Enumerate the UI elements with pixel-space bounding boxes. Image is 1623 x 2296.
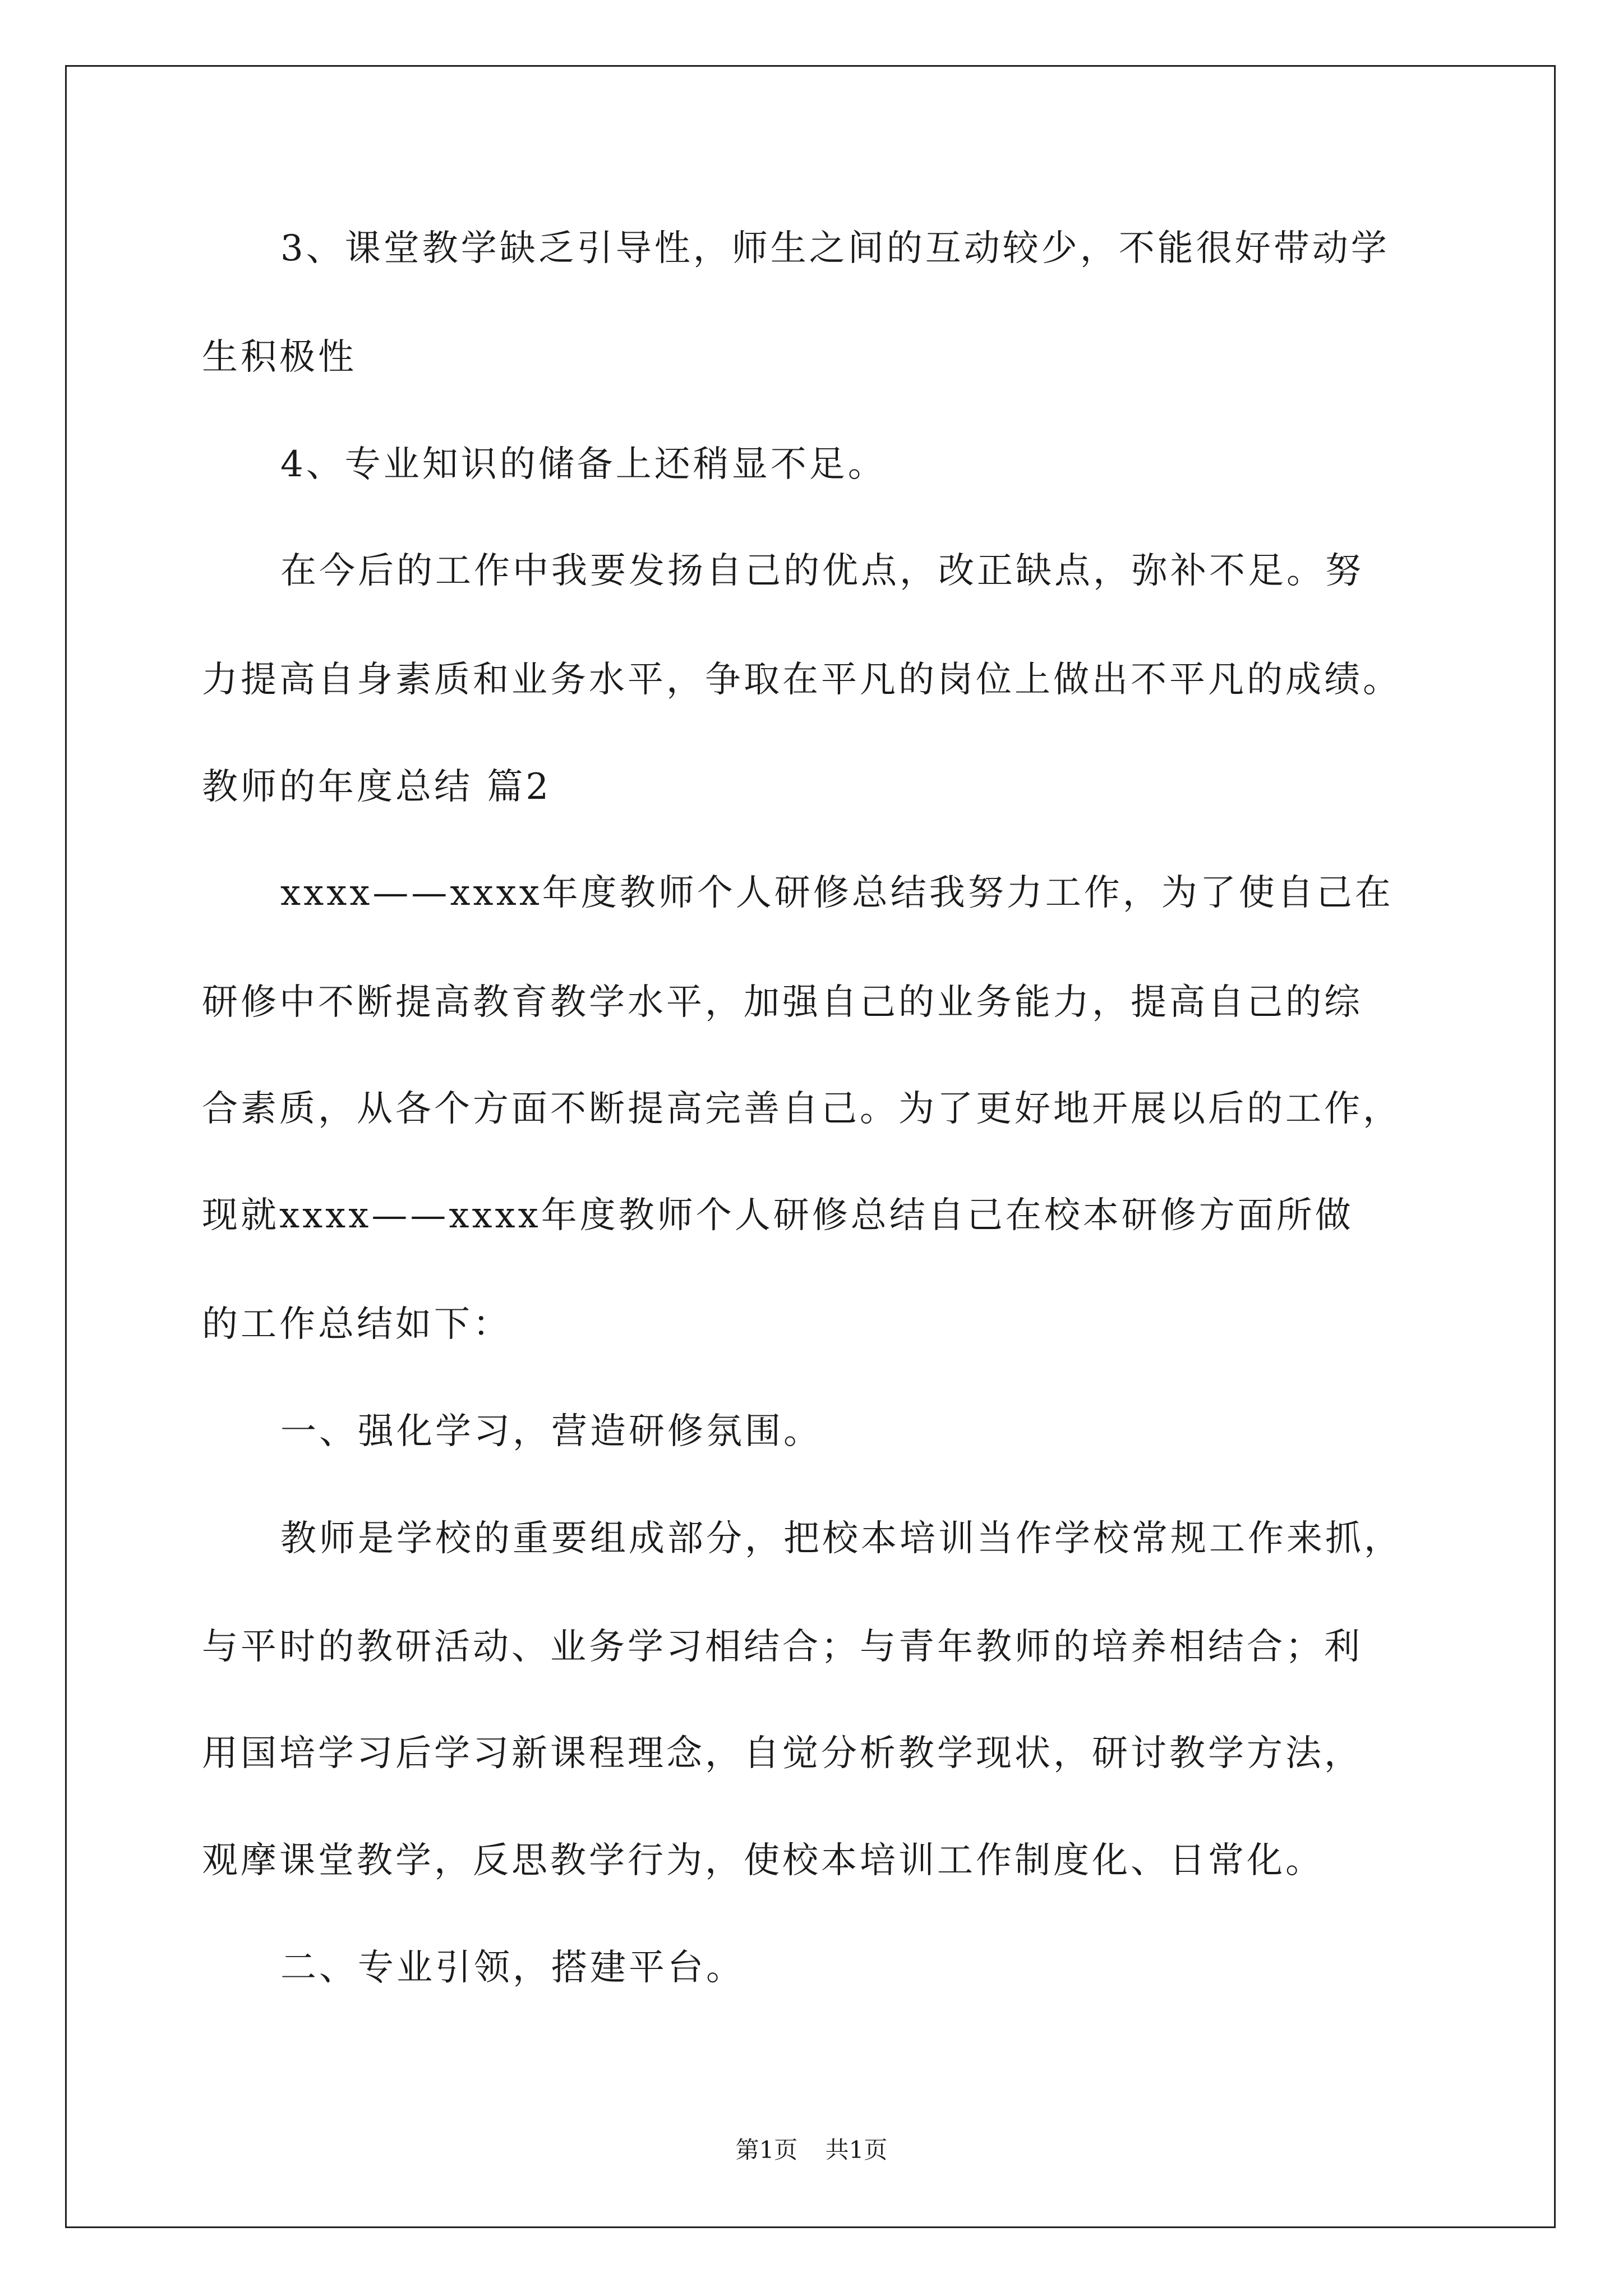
paragraph-line: 4、专业知识的储备上还稍显不足。: [280, 444, 887, 485]
section-heading: 教师的年度总结 篇2: [202, 766, 552, 808]
paragraph-line: xxxx——xxxx年度教师个人研修总结我努力工作，为了使自己在: [280, 872, 1394, 914]
page-total: 共1页: [825, 2136, 888, 2164]
paragraph-line: 用国培学习后学习新课程理念，自觉分析教学现状，研讨教学方法，: [202, 1733, 1363, 1774]
paragraph-line: 现就xxxx——xxxx年度教师个人研修总结自己在校本研修方面所做: [202, 1195, 1354, 1236]
subheading: 二、专业引领，搭建平台。: [280, 1947, 745, 1989]
page-border: [65, 65, 1556, 2228]
paragraph-line: 研修中不断提高教育教学水平，加强自己的业务能力，提高自己的综: [202, 982, 1363, 1023]
paragraph-line: 合素质，从各个方面不断提高完善自己。为了更好地开展以后的工作，: [202, 1088, 1401, 1130]
paragraph-line: 力提高自身素质和业务水平，争取在平凡的岗位上做出不平凡的成绩。: [202, 659, 1401, 701]
page-number: 第1页: [735, 2136, 798, 2164]
paragraph-line: 3、课堂教学缺乏引导性，师生之间的互动较少，不能很好带动学: [280, 228, 1390, 269]
page-footer: [0, 2134, 1623, 2166]
paragraph-line: 观摩课堂教学，反思教学行为，使校本培训工作制度化、日常化。: [202, 1840, 1324, 1881]
paragraph-line: 的工作总结如下：: [202, 1304, 511, 1345]
subheading: 一、强化学习，营造研修氛围。: [280, 1411, 822, 1452]
paragraph-line: 教师是学校的重要组成部分，把校本培训当作学校常规工作来抓，: [280, 1518, 1403, 1559]
paragraph-line: 生积极性: [202, 337, 357, 378]
paragraph-line: 在今后的工作中我要发扬自己的优点，改正缺点，弥补不足。努: [280, 550, 1364, 592]
paragraph-line: 与平时的教研活动、业务学习相结合；与青年教师的培养相结合；利: [202, 1626, 1363, 1668]
